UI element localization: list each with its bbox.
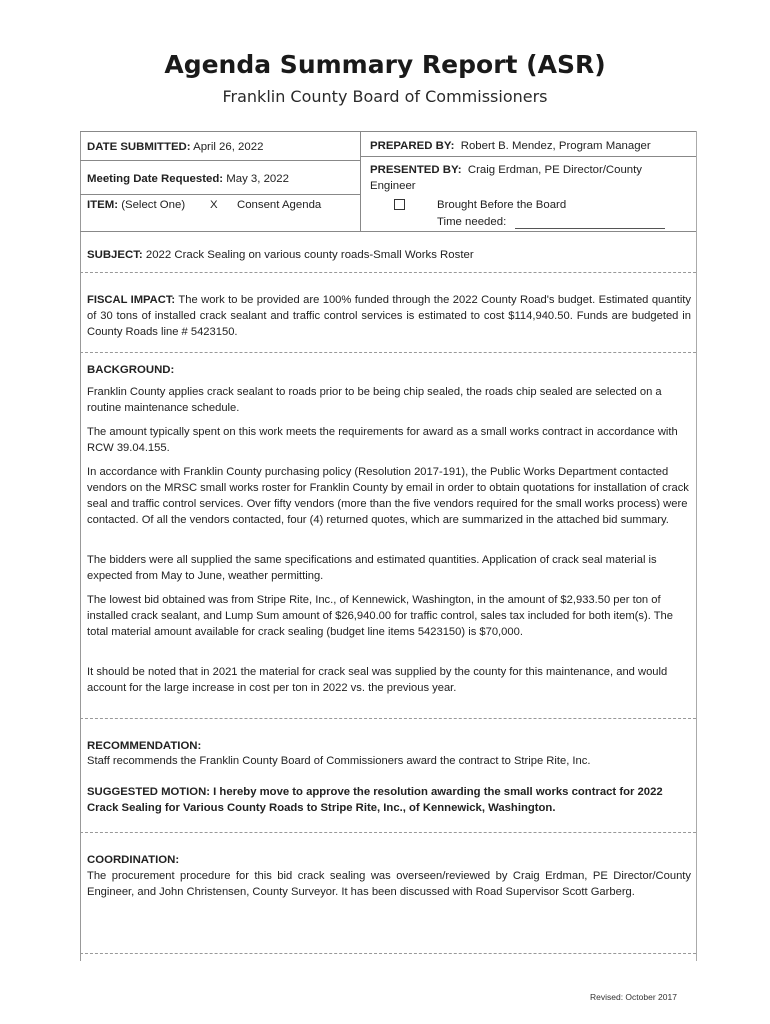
divider-background [80, 718, 696, 719]
info-column-divider [360, 131, 361, 231]
subject [87, 247, 474, 263]
divider-row2-left [80, 194, 360, 195]
prepared-by-value: Robert B. Mendez, Program Manager [460, 140, 651, 152]
date-submitted-label: DATE SUBMITTED: [87, 141, 191, 153]
meeting-date [87, 171, 289, 187]
subject-label: SUBJECT: [87, 249, 143, 261]
subject-text: 2022 Crack Sealing on various county roads-Small Works Roster [145, 249, 474, 261]
presented-by-value: Craig Erdman, PE Director/County [467, 164, 642, 176]
coordination-label: COORDINATION: [87, 854, 180, 866]
presented-by [370, 162, 642, 178]
background-para-3: In accordance with Franklin County purchasing policy (Resolution 2017-191), the Public Works Department contacted vendors on the MRSC small works roster for Franklin County by email in order to obtain quotations for installation of crack seal and traffic control services. Over fifty vendors (more than the five vendors required for the small works process) were contacted. Of all the vendors contacted, four (4) returned quotes, which are summarized in the attached bid summary. [87, 466, 689, 526]
prepared-by [370, 138, 651, 154]
prepared-by-label: PREPARED BY: [370, 140, 455, 152]
coordination-text: The procurement procedure for this bid crack sealing was overseen/reviewed by Craig Erdman, PE Director/County Engineer, and John Christensen, County Surveyor. It has been discussed with Road Supervisor Scott Garberg. [87, 870, 691, 898]
brought-before-checkbox[interactable] [394, 199, 405, 210]
page-subtitle: Franklin County Board of Commissioners [222, 87, 548, 106]
divider-info-bottom [80, 231, 696, 232]
meeting-date-label: Meeting Date Requested: [87, 173, 224, 185]
divider-subject [80, 272, 696, 273]
page-title: Agenda Summary Report (ASR) [164, 50, 606, 79]
presented-by-cont: Engineer [370, 180, 416, 192]
date-submitted [87, 139, 263, 155]
revised-date: Revised: October 2017 [590, 992, 677, 1002]
background-para-6: It should be noted that in 2021 the material for crack seal was supplied by the county for this maintenance, and would account for the large increase in cost per ton in 2022 vs. the previous year. [87, 666, 668, 694]
fiscal-impact-text: The work to be provided are 100% funded through the 2022 County Road's budget. Estimated quantity of 30 tons of installed crack sealant and traffic control services is estimated to cost $114,940.50. Funds are budgeted in County Roads line # 5423150. [87, 294, 692, 338]
item-select: (Select One) [121, 199, 186, 211]
consent-agenda: Consent Agenda [237, 199, 322, 211]
item-label: ITEM: [87, 199, 119, 211]
brought-before-board: Brought Before the Board [437, 199, 567, 211]
divider-top [80, 131, 696, 132]
recommendation-label: RECOMMENDATION: [87, 740, 202, 752]
suggested-motion-text: I hereby move to approve the resolution awarding the small works contract for 2022 Crack Sealing for Various County Roads to Stripe Rite, Inc., of Kennewick, Washington. [87, 786, 663, 814]
date-submitted-value: April 26, 2022 [193, 141, 264, 153]
fiscal-impact [87, 292, 691, 340]
background-para-1: Franklin County applies crack sealant to roads prior to be being chip sealed, the roads chip sealed are selected on a routine maintenance schedule. [87, 386, 662, 414]
background-para-5: The lowest bid obtained was from Stripe Rite, Inc., of Kennewick, Washington, in the amount of $2,933.50 per ton of installed crack sealant, and Lump Sum amount of $26,940.00 for traffic control, sales tax included for both item(s). The total material amount available for crack sealing (budget line items 5423150) is $70,000. [87, 594, 673, 638]
presented-by-label: PRESENTED BY: [370, 164, 462, 176]
divider-row1-left [80, 160, 360, 161]
item-row [87, 197, 185, 213]
divider-row1-right [360, 156, 696, 157]
background-para-2: The amount typically spent on this work meets the requirements for award as a small works contract in accordance with RCW 39.04.155. [87, 426, 678, 454]
time-needed: Time needed: [437, 216, 507, 228]
consent-mark: X [210, 199, 218, 211]
divider-motion [80, 832, 696, 833]
recommendation-text: Staff recommends the Franklin County Board of Commissioners award the contract to Stripe Rite, Inc. [87, 755, 591, 767]
suggested-motion-label: SUGGESTED MOTION: [87, 786, 211, 798]
divider-bottom [80, 953, 696, 954]
meeting-date-value: May 3, 2022 [226, 173, 289, 185]
divider-fiscal [80, 352, 696, 353]
background-label: BACKGROUND: [87, 364, 175, 376]
background-para-4: The bidders were all supplied the same specifications and estimated quantities. Application of crack seal material is expected from May to June, weather permitting. [87, 554, 657, 582]
suggested-motion [87, 784, 697, 816]
fiscal-impact-label: FISCAL IMPACT: [87, 294, 176, 306]
time-needed-line [515, 228, 665, 229]
